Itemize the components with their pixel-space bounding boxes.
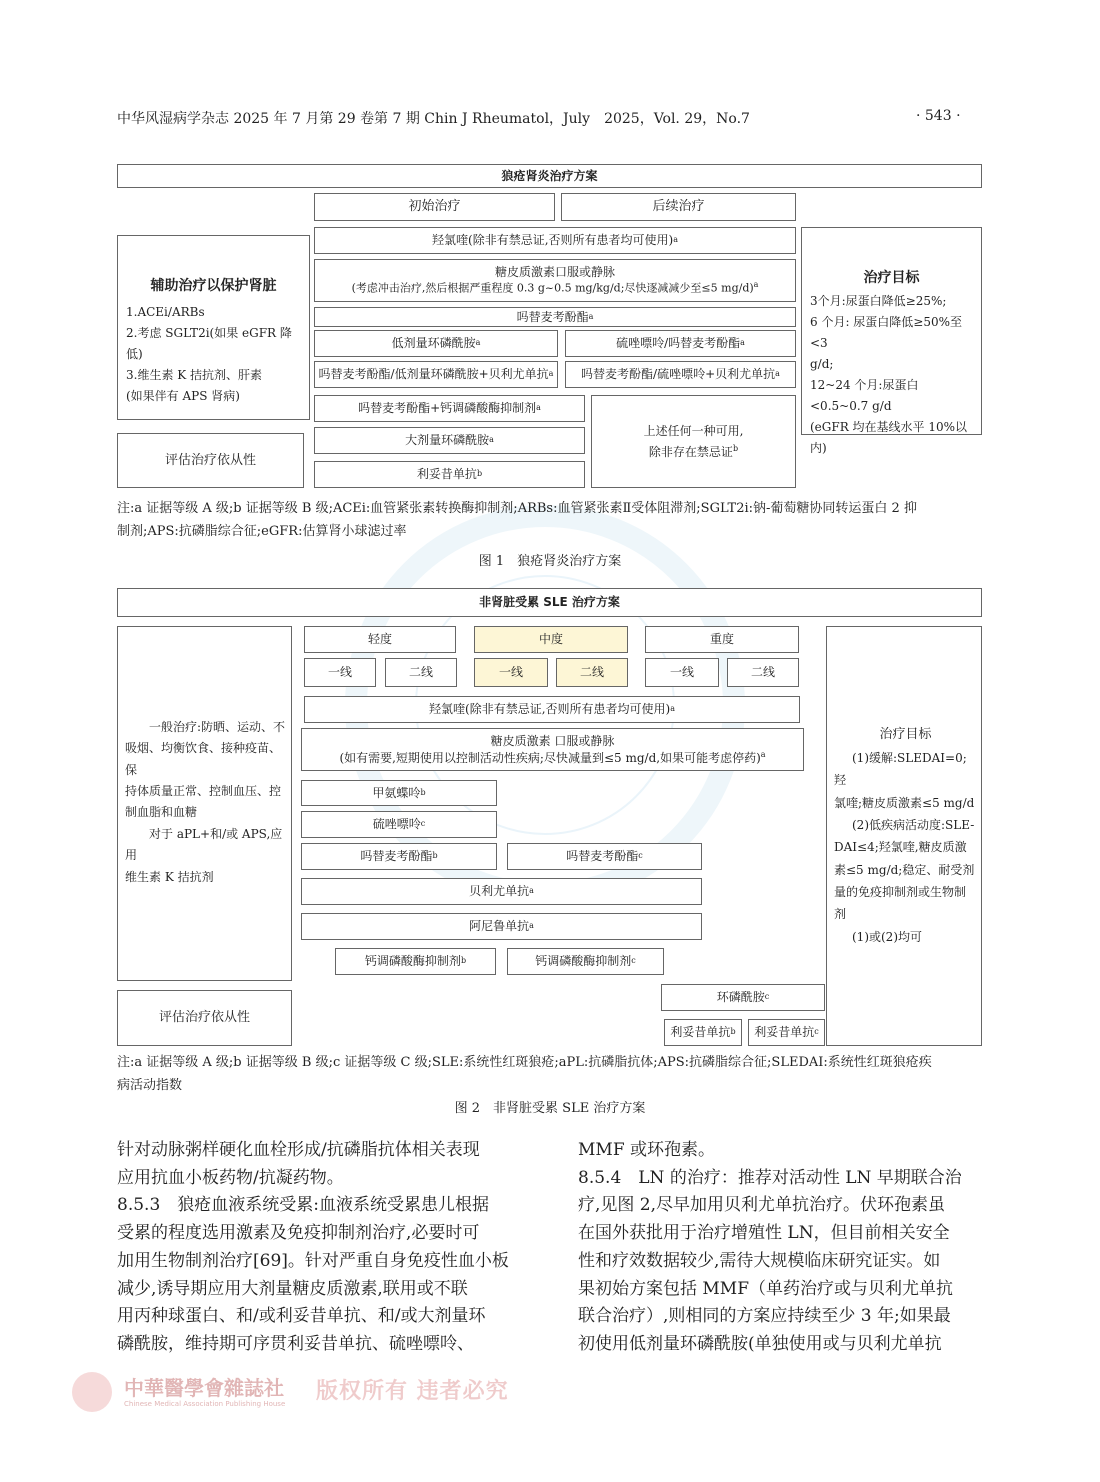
fig2-moderate: 中度 bbox=[474, 626, 628, 653]
list-item: 维生素 K 拮抗剂 bbox=[125, 869, 214, 884]
fig2-mmf-c: 吗替麦考酚酯 c bbox=[507, 843, 702, 870]
list-item: 2.考虑 SGLT2i(如果 eGFR 降低) bbox=[126, 325, 292, 361]
fig1-note: 注:a 证据等级 A 级;b 证据等级 B 级;ACEi:血管紧张素转换酶抑制剂;ARBs:血管紧张素Ⅱ受体阻滞剂;SGLT2i:钠-葡萄糖协同转运蛋白 2 抑 制剂;APS:抗磷脂综合征;eGFR:估算肾小球滤过率 bbox=[117, 501, 917, 539]
list-item: 吸烟、均衡饮食、接种疫苗、保 bbox=[125, 741, 282, 777]
text-line: 磷酰胺，维持期可序贯利妥昔单抗、硫唑嘌呤、 bbox=[117, 1333, 474, 1354]
list-item: 12~24 个月:尿蛋白<0.5~0.7 g/d bbox=[810, 377, 919, 413]
list-item: 素≤5 mg/d;稳定、耐受剂 bbox=[834, 862, 975, 877]
fig2-mild-first: 一线 bbox=[304, 658, 376, 687]
fig2-severe-first: 一线 bbox=[645, 658, 719, 687]
list-item: 剂 bbox=[834, 907, 847, 922]
fig2-moderate-first: 一线 bbox=[474, 658, 548, 687]
fig2-general-panel bbox=[117, 626, 292, 981]
publisher-subtitle: Chinese Medical Association Publishing House bbox=[124, 1400, 286, 1408]
list-item: (eGFR 均在基线水平 10%以内) bbox=[810, 419, 968, 455]
list-item: g/d; bbox=[810, 356, 834, 371]
fig1-any-option: 上述任何一种可用, 除非存在禁忌证$^b$ bbox=[591, 395, 796, 488]
text-line: 联合治疗）,则相同的方案应持续至少 3 年;如果最 bbox=[578, 1306, 951, 1327]
list-item: 6 个月: 尿蛋白降低≥50%至<3 bbox=[810, 314, 963, 350]
list-item: (1)缓解:SLEDAI=0;羟 bbox=[834, 751, 967, 788]
fig2-adherence: 评估治疗依从性 bbox=[117, 990, 292, 1046]
fig2-note: 注:a 证据等级 A 级;b 证据等级 B 级;c 证据等级 C 级;SLE:系统性红斑狼疮;aPL:抗磷脂抗体;APS:抗磷脂综合征;SLEDAI:系统性红斑狼疮疾 病活动指数 bbox=[117, 1055, 932, 1093]
text-line: 受累的程度选用激素及免疫抑制剂治疗,必要时可 bbox=[117, 1223, 480, 1244]
fig2-moderate-second: 二线 bbox=[556, 658, 628, 687]
fig1-initial-header: 初始治疗 bbox=[314, 193, 555, 221]
text-line: 性和疗效数据较少,需待大规模临床研究证实。如 bbox=[578, 1250, 941, 1271]
text-line: 应用抗血小板药物/抗凝药物。 bbox=[117, 1167, 344, 1188]
page-number: · 543 · bbox=[916, 108, 961, 124]
fig1-goal-panel bbox=[801, 227, 982, 455]
fig2-mild: 轻度 bbox=[304, 626, 456, 653]
fig2-cyc: 环磷酰胺 c bbox=[661, 984, 825, 1011]
text-line: 加用生物制剂治疗[69]。针对严重自身免疫性血小板 bbox=[117, 1250, 509, 1271]
fig1-rtx: 利妥昔单抗 b bbox=[314, 461, 585, 488]
list-item: 3个月:尿蛋白降低≥25%; bbox=[810, 293, 947, 308]
fig2-mtx: 甲氨蝶呤 b bbox=[301, 780, 497, 806]
text-line: 在国外获批用于治疗增殖性 LN，但目前相关安全 bbox=[578, 1223, 950, 1244]
text-line: 初使用低剂量环磷酰胺(单独使用或与贝利尤单抗 bbox=[578, 1333, 942, 1354]
list-item: 对于 aPL+和/或 APS,应用 bbox=[125, 826, 283, 863]
list-item: 制血脂和血糖 bbox=[125, 805, 198, 820]
fig2-mild-second: 二线 bbox=[385, 658, 457, 687]
fig1-goal-title: 治疗目标 bbox=[863, 270, 920, 286]
list-item: 氯喹;糖皮质激素≤5 mg/d bbox=[834, 795, 975, 810]
list-item: 量的免疫抑制剂或生物制 bbox=[834, 885, 967, 900]
list-item: DAI≤4;羟氯喹,糖皮质激 bbox=[834, 840, 967, 855]
fig2-title: 非肾脏受累 SLE 治疗方案 bbox=[117, 588, 982, 617]
fig2-severe-second: 二线 bbox=[727, 658, 799, 687]
fig2-goal-panel bbox=[826, 626, 982, 1046]
fig1-mmf: 吗替麦考酚酯 a bbox=[314, 307, 796, 327]
fig1-low-cyc: 低剂量环磷酰胺 a bbox=[314, 330, 558, 357]
publisher-name: 中華醫學會雜誌社 bbox=[124, 1376, 284, 1400]
list-item: 持体质量正常、控制血压、控 bbox=[125, 784, 282, 799]
fig1-adjunct-panel bbox=[117, 235, 310, 420]
fig2-aza: 硫唑嘌呤 c bbox=[301, 811, 497, 838]
fig2-goal-title: 治疗目标 bbox=[879, 727, 932, 742]
list-item: (2)低疾病活动度:SLE- bbox=[852, 818, 975, 833]
text-line: 8.5.4 LN 的治疗：推荐对活动性 LN 早期联合治 bbox=[578, 1167, 962, 1188]
fig2-belimumab: 贝利尤单抗 a bbox=[301, 878, 702, 905]
fig2-anifrolumab: 阿尼鲁单抗 a bbox=[301, 913, 702, 940]
running-header: 中华风湿病学杂志 2025 年 7 月第 29 卷第 7 期 Chin J Rheumatol，July 2025，Vol. 29，No.7 bbox=[117, 111, 750, 127]
fig1-mmf-cyc-bel: 吗替麦考酚酯/低剂量环磷酰胺+贝利尤单抗 a bbox=[314, 361, 558, 388]
text-line: 减少,诱导期应用大剂量糖皮质激素,联用或不联 bbox=[117, 1278, 468, 1299]
fig2-glucocorticoid: 糖皮质激素 口服或静脉 (如有需要,短期使用以控制活动性疾病;尽快减量到≤5 mg/d,如果可能考虑停药)$^a$ bbox=[301, 728, 804, 771]
fig2-hcq: 羟氯喹(除非有禁忌证,否则所有患者均可使用) a bbox=[304, 696, 800, 723]
fig1-adjunct-title: 辅助治疗以保护肾脏 bbox=[150, 278, 277, 294]
fig2-cni-b: 钙调磷酸酶抑制剂 b bbox=[335, 948, 496, 975]
fig1-adherence: 评估治疗依从性 bbox=[117, 433, 304, 488]
fig1-mmf-aza-bel: 吗替麦考酚酯/硫唑嘌呤+贝利尤单抗 a bbox=[565, 361, 796, 388]
fig2-mmf-b: 吗替麦考酚酯 b bbox=[301, 843, 497, 870]
fig2-rtx-c: 利妥昔单抗 c bbox=[748, 1019, 825, 1046]
fig2-rtx-b: 利妥昔单抗 b bbox=[664, 1019, 742, 1046]
body-column-left bbox=[117, 1137, 527, 1359]
text-line: 用丙种球蛋白、和/或利妥昔单抗、和/或大剂量环 bbox=[117, 1306, 486, 1327]
text-line: 果初始方案包括 MMF（单药治疗或与贝利尤单抗 bbox=[578, 1278, 954, 1299]
fig2-cni-c: 钙调磷酸酶抑制剂 c bbox=[507, 948, 664, 975]
publisher-logo-icon bbox=[72, 1372, 112, 1412]
fig1-hcq: 羟氯喹(除非有禁忌证,否则所有患者均可使用) a bbox=[314, 227, 796, 254]
text-line: 疗,见图 2,尽早加用贝利尤单抗治疗。伏环孢素虽 bbox=[578, 1195, 946, 1216]
text-line: 8.5.3 狼疮血液系统受累:血液系统受累患儿根据 bbox=[117, 1195, 489, 1216]
fig2-caption: 图 2 非肾脏受累 SLE 治疗方案 bbox=[454, 1101, 646, 1116]
list-item: (1)或(2)均可 bbox=[852, 929, 922, 944]
fig1-title: 狼疮肾炎治疗方案 bbox=[117, 164, 982, 188]
list-item: (如果伴有 APS 肾病) bbox=[126, 388, 240, 403]
text-line: 针对动脉粥样硬化血栓形成/抗磷脂抗体相关表现 bbox=[117, 1140, 480, 1160]
list-item: 一般治疗:防晒、运动、不 bbox=[149, 720, 286, 734]
fig1-aza-mmf: 硫唑嘌呤/吗替麦考酚酯 a bbox=[565, 330, 796, 357]
list-item: 3.维生素 K 拮抗剂、肝素 bbox=[126, 367, 263, 382]
body-column-right bbox=[578, 1137, 988, 1359]
fig1-mmf-cni: 吗替麦考酚酯+钙调磷酸酶抑制剂 a bbox=[314, 395, 585, 422]
fig1-glucocorticoid: 糖皮质激素口服或静脉 (考虑冲击治疗,然后根据严重程度 0.3 g~0.5 mg/kg/d;尽快逐减减少至≤5 mg/d)$^a$ bbox=[314, 259, 796, 302]
list-item: 1.ACEi/ARBs bbox=[126, 304, 205, 319]
text-line: MMF 或环孢素。 bbox=[578, 1140, 716, 1160]
fig2-severe: 重度 bbox=[645, 626, 799, 653]
fig1-high-cyc: 大剂量环磷酰胺 a bbox=[314, 427, 585, 454]
fig1-followup-header: 后续治疗 bbox=[561, 193, 796, 221]
fig1-caption: 图 1 狼疮肾炎治疗方案 bbox=[478, 554, 622, 569]
copyright-watermark: 版权所有 违者必究 bbox=[316, 1378, 509, 1404]
